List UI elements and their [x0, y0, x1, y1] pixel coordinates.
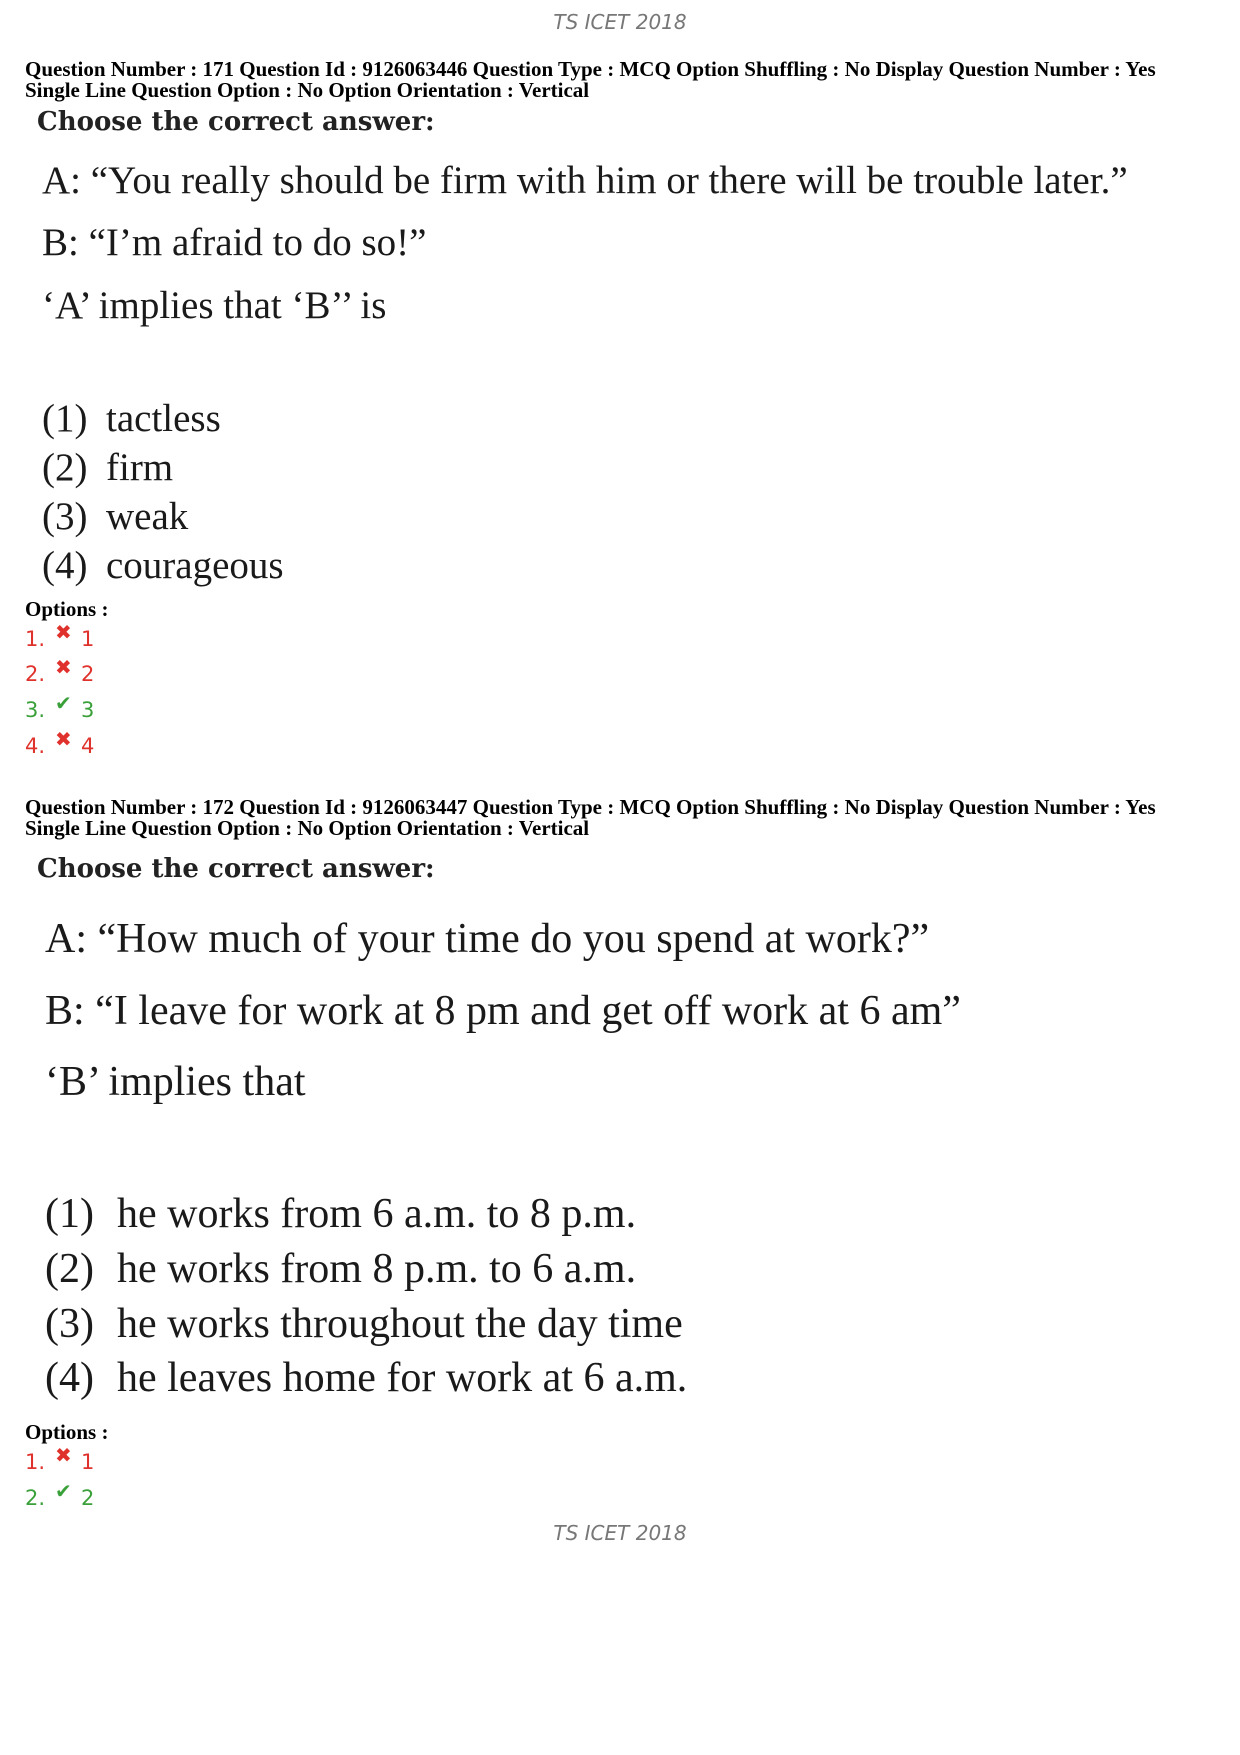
check-icon: ✔ — [55, 691, 72, 715]
choice-item — [45, 1190, 636, 1238]
question-meta-line-2: Single Line Question Option : No Option Orientation : Vertical — [25, 816, 590, 840]
choice-number: (4) — [42, 544, 88, 587]
question-instruction: Choose the correct answer: — [37, 107, 435, 137]
answer-option — [25, 727, 95, 758]
cross-icon: ✖ — [55, 1443, 72, 1467]
answer-option — [25, 1479, 95, 1510]
choice-text: weak — [106, 495, 189, 538]
choice-item — [42, 396, 221, 441]
answer-option — [25, 655, 95, 686]
answer-option-number: 4. — [25, 734, 46, 758]
answer-option — [25, 691, 95, 722]
choice-number: (1) — [45, 1191, 94, 1237]
question-stem: ‘A’ implies that ‘B’’ is — [42, 284, 387, 327]
cross-icon: ✖ — [55, 620, 72, 644]
answer-option-value: 3 — [81, 698, 95, 722]
page-footer: TS ICET 2018 — [553, 1521, 687, 1545]
choice-item — [45, 1300, 683, 1348]
answer-option-number: 1. — [25, 1450, 46, 1474]
answer-option-value: 1 — [81, 627, 95, 651]
question-instruction: Choose the correct answer: — [37, 854, 435, 884]
choice-number: (3) — [45, 1301, 94, 1347]
answer-option-number: 2. — [25, 1486, 46, 1510]
question-line-b: B: “I’m afraid to do so!” — [42, 221, 427, 264]
choice-text: he works from 8 p.m. to 6 a.m. — [117, 1246, 637, 1292]
choice-item — [45, 1354, 687, 1402]
answer-option-value: 2 — [81, 662, 95, 686]
question-meta-line-1: Question Number : 171 Question Id : 9126063446 Question Type : MCQ Option Shuffling : No Display Question Number : Yes — [25, 57, 1156, 81]
question-meta-line-2: Single Line Question Option : No Option Orientation : Vertical — [25, 78, 590, 102]
choice-item — [42, 543, 284, 588]
answer-option-number: 3. — [25, 698, 46, 722]
answer-option-number: 1. — [25, 627, 46, 651]
choice-number: (4) — [45, 1355, 94, 1401]
answer-option — [25, 1443, 95, 1474]
cross-icon: ✖ — [55, 655, 72, 679]
choice-item — [42, 445, 173, 490]
question-line-b: B: “I leave for work at 8 pm and get off work at 6 am” — [45, 988, 961, 1034]
choice-item — [45, 1245, 636, 1293]
question-line-a: A: “How much of your time do you spend at work?” — [45, 916, 930, 962]
check-icon: ✔ — [55, 1479, 72, 1503]
choice-number: (2) — [45, 1246, 94, 1292]
answer-option-value: 4 — [81, 734, 95, 758]
answer-option-value: 1 — [81, 1450, 95, 1474]
options-label: Options : — [25, 597, 109, 621]
choice-number: (2) — [42, 446, 88, 489]
options-label: Options : — [25, 1420, 109, 1444]
choice-text: courageous — [106, 544, 284, 587]
choice-number: (3) — [42, 495, 88, 538]
page-header: TS ICET 2018 — [553, 10, 687, 34]
choice-text: he leaves home for work at 6 a.m. — [117, 1355, 688, 1401]
answer-option — [25, 620, 95, 651]
cross-icon: ✖ — [55, 727, 72, 751]
choice-text: firm — [106, 446, 174, 489]
question-line-a: A: “You really should be firm with him or there will be trouble later.” — [42, 159, 1128, 202]
choice-text: tactless — [106, 397, 221, 440]
question-meta-line-1: Question Number : 172 Question Id : 9126063447 Question Type : MCQ Option Shuffling : No Display Question Number : Yes — [25, 795, 1156, 819]
question-stem: ‘B’ implies that — [45, 1059, 306, 1105]
choice-text: he works throughout the day time — [117, 1301, 683, 1347]
answer-option-number: 2. — [25, 662, 46, 686]
answer-option-value: 2 — [81, 1486, 95, 1510]
choice-text: he works from 6 a.m. to 8 p.m. — [117, 1191, 637, 1237]
choice-item — [42, 494, 188, 539]
choice-number: (1) — [42, 397, 88, 440]
